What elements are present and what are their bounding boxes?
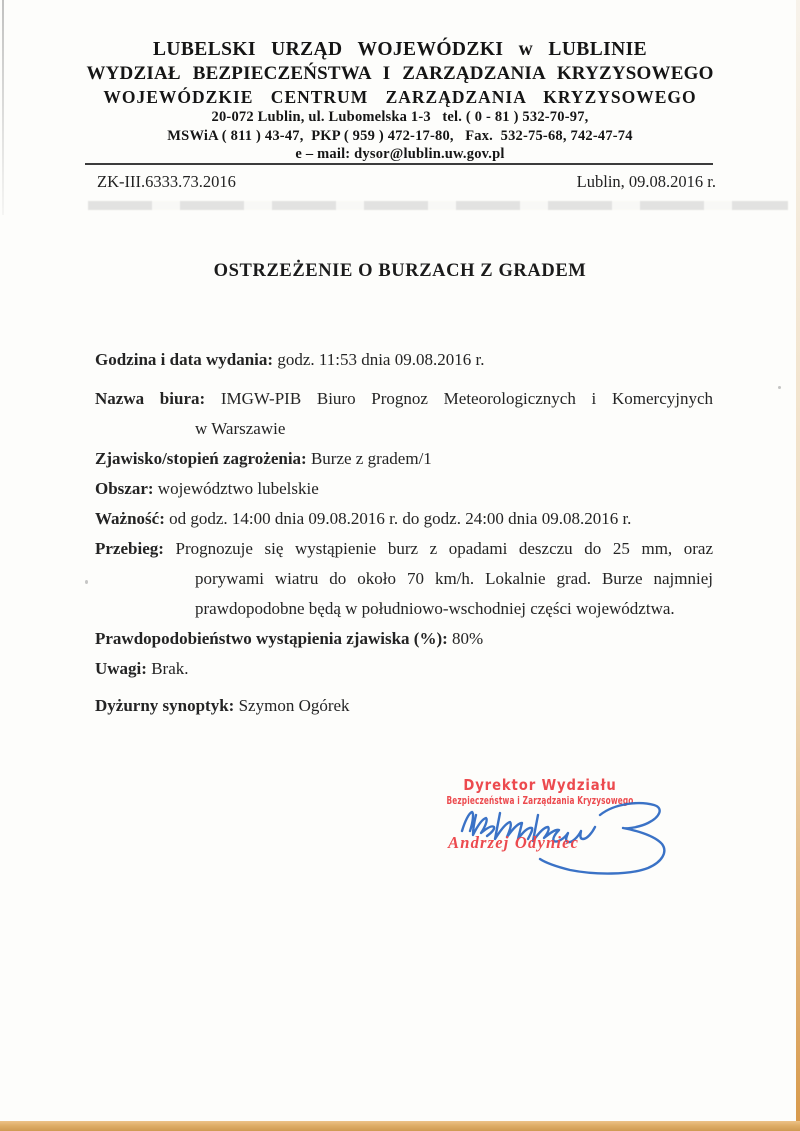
field-synoptic-label: Dyżurny synoptyk: — [95, 696, 235, 715]
address-line: 20-072 Lublin, ul. Lubomelska 1-3 tel. ( 0 - 81 ) 532-70-97, — [211, 109, 589, 125]
field-course-line2 — [95, 564, 713, 594]
field-issued-value: godz. 11:53 dnia 09.08.2016 r. — [277, 350, 485, 369]
field-remarks-value: Brak. — [151, 659, 189, 678]
place-and-date: Lublin, 09.08.2016 r. — [576, 172, 716, 191]
field-validity-value: od godz. 14:00 dnia 09.08.2016 r. do godz. 24:00 dnia 09.08.2016 r. — [169, 509, 632, 528]
reference-row — [97, 171, 716, 193]
field-synoptic-value: Szymon Ogórek — [238, 696, 350, 715]
field-course-value-line3: prawdopodobne będą w południowo-wschodniej części województwa. — [195, 599, 675, 618]
field-phenomenon-value: Burze z gradem/1 — [310, 449, 432, 468]
field-issued-label: Godzina i data wydania: — [95, 350, 274, 369]
field-office-value-line2: w Warszawie — [195, 419, 286, 438]
scan-speck — [85, 580, 88, 584]
field-area-label: Obszar: — [95, 479, 154, 498]
stamp-role-line2: Bezpieczeństwa i Zarządzania Kryzysowego — [446, 795, 634, 807]
scan-streak-artifact — [88, 201, 788, 210]
field-office-line1 — [95, 384, 713, 414]
org-name-line3: WOJEWÓDZKIE CENTRUM ZARZĄDZANIA KRYZYSOWEGO — [103, 87, 697, 107]
field-area — [95, 474, 713, 504]
field-course-value-line2: porywami wiatru do około 70 km/h. Lokalnie grad. Burze najmniej — [195, 569, 713, 588]
warning-fields — [95, 345, 713, 721]
email-line: e – mail: dysor@lublin.uw.gov.pl — [295, 146, 505, 162]
field-validity — [95, 504, 713, 534]
field-office-label: Nazwa biura: — [95, 389, 206, 408]
field-phenomenon-label: Zjawisko/stopień zagrożenia: — [95, 449, 307, 468]
field-remarks-label: Uwagi: — [95, 659, 147, 678]
field-synoptic — [95, 691, 713, 721]
phones-line: MSWiA ( 811 ) 43-47, PKP ( 959 ) 472-17-80, Fax. 532-75-68, 742-47-74 — [167, 127, 633, 144]
field-probability-label: Prawdopodobieństwo wystąpienia zjawiska (%): — [95, 629, 448, 648]
org-name-line1: LUBELSKI URZĄD WOJEWÓDZKI w LUBLINIE — [153, 39, 647, 60]
scan-bottom-edge-artifact — [0, 1121, 800, 1131]
field-course-line3 — [95, 594, 713, 624]
field-probability-value: 80% — [452, 629, 484, 648]
letterhead-divider — [85, 163, 713, 165]
field-remarks — [95, 654, 713, 684]
letterhead — [0, 38, 800, 164]
case-number: ZK-III.6333.73.2016 — [97, 172, 236, 191]
field-course-label: Przebieg: — [95, 539, 164, 558]
field-course-line1 — [95, 534, 713, 564]
signer-name: Andrzej Odyniec — [448, 833, 580, 852]
stamp-role-line1: Dyrektor Wydziału — [463, 776, 617, 794]
scan-left-edge-artifact — [2, 0, 4, 215]
field-phenomenon — [95, 444, 713, 474]
field-office-value-line1: IMGW-PIB Biuro Prognoz Meteorologicznych i Komercyjnych — [220, 389, 714, 408]
document-title: OSTRZEŻENIE O BURZACH Z GRADEM — [213, 261, 587, 281]
field-validity-label: Ważność: — [95, 509, 165, 528]
field-issued — [95, 345, 713, 375]
scan-right-edge-artifact — [796, 0, 800, 1121]
field-course-value-line1: Prognozuje się wystąpienie burz z opadami deszczu do 25 mm, oraz — [175, 539, 714, 558]
field-probability — [95, 624, 713, 654]
field-office-line2 — [95, 414, 713, 444]
field-area-value: województwo lubelskie — [157, 479, 319, 498]
scan-speck — [778, 386, 781, 389]
org-name-line2: WYDZIAŁ BEZPIECZEŃSTWA I ZARZĄDZANIA KRYZYSOWEGO — [86, 63, 714, 84]
